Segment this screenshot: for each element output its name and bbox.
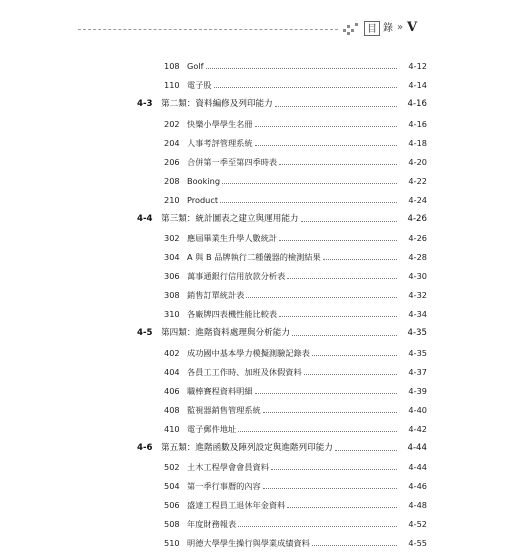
item-title-text: Golf	[187, 61, 204, 71]
page-reference: 4-22	[408, 175, 427, 186]
dot-leader	[279, 164, 397, 165]
section-number: 4-6	[137, 442, 153, 453]
section-number: 4-4	[137, 213, 153, 224]
dot-leader	[301, 221, 397, 222]
item-number: 310	[164, 309, 180, 319]
section-title	[161, 439, 397, 459]
section-title	[161, 95, 397, 115]
dot-leader	[220, 202, 397, 203]
item-title-text: 第一季行事曆的內容	[187, 481, 261, 491]
item-number: 506	[164, 500, 180, 510]
page-reference: 4-24	[408, 194, 427, 205]
item-title	[187, 191, 397, 210]
toc-item-row	[0, 458, 520, 477]
item-number: 204	[164, 137, 180, 148]
toc-item-row	[0, 363, 520, 382]
item-title-text: 人事考評管理系統	[187, 137, 253, 148]
toc-section-row	[0, 95, 520, 115]
section-title	[161, 324, 397, 344]
dot-leader	[255, 126, 397, 127]
toc-item-row	[0, 115, 520, 134]
header-dots-ornament-icon	[343, 22, 359, 36]
dot-leader	[279, 316, 397, 317]
toc-item-row	[0, 267, 520, 286]
item-title	[187, 515, 397, 534]
item-title-text: 快樂小學學生名冊	[187, 118, 253, 129]
dot-leader	[287, 278, 397, 279]
item-title	[187, 57, 397, 76]
item-title	[187, 534, 397, 553]
section-title-text: 第四類：進階資料處理與分析能力	[161, 328, 290, 338]
item-title	[187, 267, 397, 286]
page-reference: 4-26	[407, 213, 427, 224]
toc-item-row	[0, 515, 520, 534]
dot-leader	[323, 259, 397, 260]
item-title	[187, 153, 397, 172]
page-reference: 4-37	[408, 366, 427, 377]
item-title-text: A 與 B 品牌執行二種儀器的檢測結果	[187, 252, 321, 262]
dot-leader	[292, 335, 397, 336]
item-title-text: 職棒賽程資料明細	[187, 385, 253, 396]
item-title-text: 明德大學學生操行與學業成績資料	[187, 538, 310, 548]
item-title-text: 成功國中基本學力模擬測驗記錄表	[187, 347, 310, 358]
page-reference: 4-14	[408, 80, 427, 90]
item-title	[187, 458, 397, 477]
dot-leader	[238, 431, 397, 432]
item-title	[187, 496, 397, 515]
item-title	[187, 305, 397, 324]
item-number: 302	[164, 233, 180, 243]
item-number: 508	[164, 519, 180, 529]
item-number: 308	[164, 290, 180, 300]
item-title-text: 各廠牌四表機性能比較表	[187, 309, 278, 319]
toc-item-row	[0, 477, 520, 496]
item-title	[187, 286, 397, 305]
item-number: 408	[164, 404, 180, 415]
page-header	[0, 18, 520, 38]
item-title-text: Product	[187, 194, 219, 205]
toc-item-row	[0, 248, 520, 267]
page-reference: 4-28	[408, 252, 427, 262]
page-reference: 4-46	[408, 481, 427, 491]
table-of-contents	[0, 57, 520, 553]
page-reference: 4-52	[408, 519, 427, 529]
header-dashed-rule	[78, 29, 338, 30]
page-reference: 4-30	[408, 271, 427, 281]
item-title-text: 電子股	[187, 80, 212, 90]
section-title-text: 第三類：統計圖表之建立與運用能力	[161, 213, 299, 224]
item-number: 406	[164, 385, 180, 396]
page-reference: 4-26	[408, 233, 427, 243]
item-title-text: 萬事通銀行信用放款分析表	[187, 271, 286, 281]
toc-item-row	[0, 401, 520, 420]
section-number: 4-5	[137, 328, 153, 338]
dot-leader	[271, 469, 397, 470]
page-reference: 4-32	[408, 290, 427, 300]
item-title	[187, 401, 397, 420]
dot-leader	[263, 488, 397, 489]
dot-leader	[279, 240, 397, 241]
toc-item-row	[0, 305, 520, 324]
toc-item-row	[0, 76, 520, 95]
dot-leader	[263, 412, 397, 413]
item-number: 110	[164, 80, 180, 90]
item-number: 510	[164, 538, 180, 548]
toc-item-row	[0, 344, 520, 363]
toc-section-row	[0, 439, 520, 459]
item-title	[187, 382, 397, 401]
item-title	[187, 344, 397, 363]
dot-leader	[222, 183, 397, 184]
item-number: 402	[164, 347, 180, 358]
page-reference: 4-55	[408, 538, 427, 548]
item-title-text: 監視器銷售管理系統	[187, 404, 261, 415]
dot-leader	[206, 68, 397, 69]
toc-item-row	[0, 534, 520, 553]
item-number: 304	[164, 252, 180, 262]
section-number: 4-3	[137, 99, 153, 109]
item-title-text: 各員工工作時、加班及休假資料	[187, 366, 302, 377]
toc-item-row	[0, 496, 520, 515]
dot-leader	[238, 526, 397, 527]
toc-item-row	[0, 382, 520, 401]
item-title-text: Booking	[187, 175, 221, 186]
item-title-text: 合併第一季至第四季時表	[187, 156, 278, 167]
page-reference: 4-44	[407, 442, 427, 453]
toc-item-row	[0, 229, 520, 248]
header-section-box: 目	[364, 21, 380, 36]
toc-section-row	[0, 210, 520, 230]
item-number: 206	[164, 156, 180, 167]
page-reference: 4-44	[408, 462, 427, 472]
item-number: 210	[164, 194, 180, 205]
toc-section-row	[0, 324, 520, 344]
item-number: 502	[164, 462, 180, 472]
item-title-text: 電子郵件地址	[187, 423, 237, 434]
toc-item-row	[0, 153, 520, 172]
page-reference: 4-16	[407, 99, 427, 109]
item-number: 202	[164, 118, 180, 129]
dot-leader	[304, 374, 397, 375]
section-title-text: 第五類：進階函數及陣列設定與進階列印能力	[161, 442, 333, 453]
section-title	[161, 210, 397, 230]
page-reference: 4-35	[408, 347, 427, 358]
header-page-number: V	[407, 20, 418, 35]
section-title-text: 第二類：資料編修及列印能力	[161, 99, 273, 109]
toc-item-row	[0, 191, 520, 210]
page-reference: 4-35	[407, 328, 427, 338]
dot-leader	[246, 297, 397, 298]
header-section-label: 錄	[383, 23, 393, 34]
page-reference: 4-16	[408, 118, 427, 129]
page-reference: 4-12	[408, 61, 427, 71]
item-number: 208	[164, 175, 180, 186]
page-reference: 4-18	[408, 137, 427, 148]
item-title-text: 土木工程學會會員資料	[187, 462, 269, 472]
item-title	[187, 134, 397, 153]
item-title-text: 應屆畢業生升學人數統計	[187, 233, 278, 243]
item-title	[187, 172, 397, 191]
item-number: 306	[164, 271, 180, 281]
item-title-text: 銷售訂單統計表	[187, 290, 245, 300]
dot-leader	[312, 355, 397, 356]
item-title	[187, 229, 397, 248]
page-reference: 4-42	[408, 423, 427, 434]
header-separator: »	[397, 22, 404, 33]
dot-leader	[312, 545, 397, 546]
page-reference: 4-20	[408, 156, 427, 167]
dot-leader	[287, 507, 397, 508]
toc-item-row	[0, 420, 520, 439]
toc-item-row	[0, 134, 520, 153]
dot-leader	[335, 450, 397, 451]
page-reference: 4-39	[408, 385, 427, 396]
item-title	[187, 363, 397, 382]
page-reference: 4-40	[408, 404, 427, 415]
item-title	[187, 248, 397, 267]
dot-leader	[255, 145, 397, 146]
page-reference: 4-48	[408, 500, 427, 510]
dot-leader	[275, 106, 397, 107]
dot-leader	[214, 87, 397, 88]
toc-item-row	[0, 172, 520, 191]
item-number: 108	[164, 61, 180, 71]
toc-item-row	[0, 286, 520, 305]
item-title-text: 盛達工程員工退休年金資料	[187, 500, 286, 510]
item-number: 410	[164, 423, 180, 434]
item-number: 404	[164, 366, 180, 377]
item-title-text: 年度財務報表	[187, 519, 237, 529]
item-number: 504	[164, 481, 180, 491]
item-title	[187, 76, 397, 95]
item-title	[187, 420, 397, 439]
item-title	[187, 115, 397, 134]
dot-leader	[255, 393, 397, 394]
item-title	[187, 477, 397, 496]
toc-item-row	[0, 57, 520, 76]
page-reference: 4-34	[408, 309, 427, 319]
